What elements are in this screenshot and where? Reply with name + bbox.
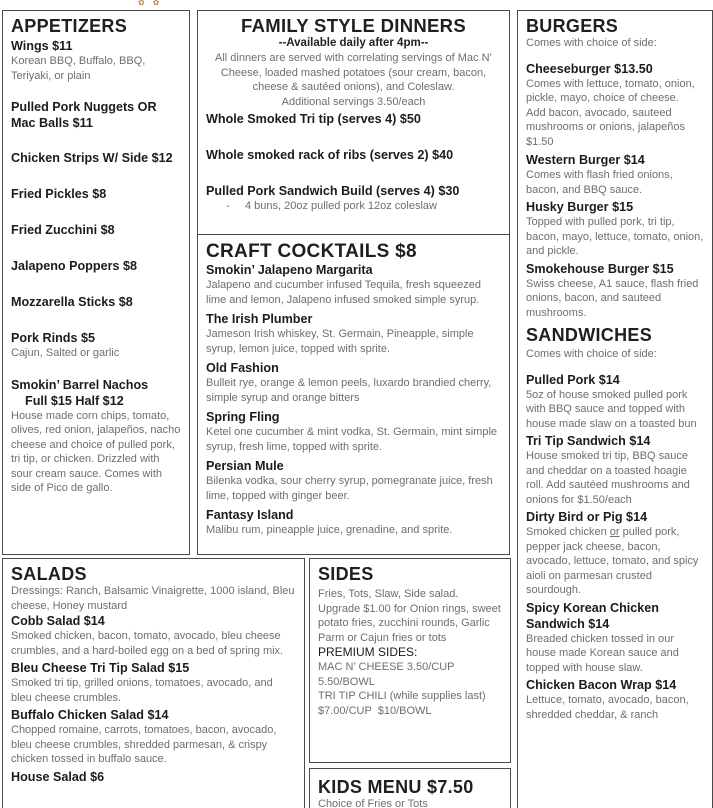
family-additional: Additional servings 3.50/each [281,95,426,108]
kids-menu-section [309,768,511,808]
menu-item-name: Tri Tip Sandwich $14 [526,434,651,448]
premium-side: 5.50/BOWL [318,675,375,688]
menu-item-desc: Bilenka vodka, sour cherry syrup, pomegranate juice, fresh lime, topped with ginger beer. [206,475,493,502]
salads-note: Dressings: Ranch, Balsamic Vinaigrette, 1000 island, Bleu cheese, Honey mustard [11,585,295,612]
premium-side: MAC N’ CHEESE 3.50/CUP [318,661,455,673]
menu-item-desc: Malibu rum, pineapple juice, grenadine, and sprite. [206,524,453,536]
menu-item-desc: Cajun, Salted or garlic [11,347,120,359]
menu-item-desc: Jameson Irish whiskey, St. Germain, Pineapple, simple syrup, lemon juice, topped with sprite. [206,328,474,355]
family-subtitle: --Available daily after 4pm-- [278,37,429,49]
menu-item-name: Bleu Cheese Tri Tip Salad $15 [11,661,190,675]
menu-item-desc: House smoked tri tip, BBQ sauce and cheddar on a toasted hoagie roll. Add sautéed mushrooms and onions for $1.50/each [526,450,690,506]
menu-item-desc: Jalapeno and cucumber infused Tequila, fresh squeezed lime and lemon, Jalapeno infused smoked simple syrup. [206,279,481,306]
menu-item-name: Whole smoked rack of ribs (serves 2) $40 [206,148,454,162]
menu-item-name: Pulled Pork Nuggets OR Mac Balls $11 [11,100,157,130]
menu-item-addons: Add bacon, avocado, sauteed mushrooms or onions, jalapeños $1.50 [526,106,685,148]
menu-item-desc: Comes with flash fried onions, bacon, and BBQ sauce. [526,169,673,196]
menu-item-name: Chicken Strips W/ Side $12 [11,151,173,165]
menu-item-desc: Bulleit rye, orange & lemon peels, luxardo brandied cherry, simple syrup and orange bitters [206,377,492,404]
family-bullet [206,199,501,214]
menu-item-name: Spicy Korean Chicken Sandwich $14 [526,600,659,631]
burgers-note: Comes with choice of side: [526,37,657,49]
sides-section [309,558,511,763]
menu-item-name: Old Fashion [206,361,279,375]
menu-item-name: Pulled Pork $14 [526,372,620,387]
family-dinners-section [197,10,510,235]
menu-item-desc: 5oz of house smoked pulled pork with BBQ sauce and topped with house made slaw on a toasted bun [526,388,697,430]
burgers-title: BURGERS [526,16,619,36]
menu-item-name: Fried Zucchini $8 [11,223,115,237]
premium-side: TRI TIP CHILI (while supplies last) [318,690,486,702]
sides-title: SIDES [318,564,374,584]
menu-item-desc: Smoked chicken, bacon, tomato, avocado, bleu cheese crumbles, and a hard-boiled egg on a bed of spring mix. [11,630,284,657]
appetizers-section [2,10,190,555]
menu-item-name: Smokin’ Jalapeno Margarita [206,263,373,277]
kids-note: Choice of Fries or Tots [318,798,428,808]
menu-item-desc: Ketel one cucumber & mint vodka, St. Germain, mint simple syrup, fresh lime, topped with sprite. [206,426,498,453]
burgers-sandwiches-section [517,10,713,808]
bullet-dash: - [226,200,245,212]
menu-item-desc [526,525,704,598]
desc-or-underlined: or [609,526,620,538]
family-note: All dinners are served with correlating servings of Mac N’ Cheese, loaded mashed potatoes (sour cream, bacon, cheese & sautéed onions), and Coleslaw. [215,52,492,93]
menu-item-desc: Breaded chicken tossed in our house made Korean sauce and topped with house slaw. [526,632,679,674]
menu-item-name: The Irish Plumber [206,312,313,326]
family-bullet-text: 4 buns, 20oz pulled pork 12oz coleslaw [244,200,437,212]
desc-part: pulled pork, pepper jack cheese, bacon, avocado, lettuce, tomato, and spicy aioli on parmesan crusted sourdough. [526,526,699,596]
premium-side: $7.00/CUP $10/BOWL [318,704,432,717]
menu-item-name: Western Burger $14 [526,153,645,167]
sandwiches-note: Comes with choice of side: [526,348,657,360]
cocktails-title: CRAFT COCKTAILS $8 [206,241,417,262]
menu-item-desc: Smoked tri tip, grilled onions, tomatoes, avocado, and bleu cheese crumbles. [11,677,273,704]
menu-item-desc: House made corn chips, tomato, olives, red onion, jalapeños, nacho cheese and choice of pulled pork, tri tip, or chicken. Drizzled with sour cream sauce. Comes with side of Pico de gallo. [11,409,181,494]
menu-item-name: Dirty Bird or Pig $14 [526,510,648,524]
menu-item-name: Wings $11 [11,39,73,53]
family-title: FAMILY STYLE DINNERS [241,15,466,36]
sides-desc: Fries, Tots, Slaw, Side salad. Upgrade $1.00 for Onion rings, sweet potato fries, zucchini rounds, Garlic Parm or Cajun fries or tots [318,588,501,644]
menu-item-desc: Lettuce, tomato, avocado, bacon, shredded cheddar, & ranch [526,694,689,721]
menu-item-desc: Topped with pulled pork, tri tip, bacon, mayo, lettuce, tomato, onion, and pickle. [526,216,704,257]
menu-item-name: Pulled Pork Sandwich Build (serves 4) $30 [206,184,460,198]
ornament-icon: ✿✿ [138,0,168,7]
menu-item-name: Cheeseburger $13.50 [526,61,653,76]
cocktails-section [197,235,510,555]
menu-item-name: Whole Smoked Tri tip (serves 4) $50 [206,112,421,126]
menu-item-name: Spring Fling [206,410,280,424]
kids-title: KIDS MENU $7.50 [318,777,474,797]
menu-item-name: Cobb Salad $14 [11,614,105,628]
desc-part: Smoked chicken [526,526,610,538]
menu-item-name: Fantasy Island [206,508,294,522]
menu-item-name: Smokin’ Barrel Nachos [11,377,149,392]
menu-item-name: Husky Burger $15 [526,200,634,214]
salads-title: SALADS [11,564,87,584]
menu-item-name: Buffalo Chicken Salad $14 [11,708,169,722]
menu-item-name: Smokehouse Burger $15 [526,261,674,276]
menu-item-price: Full $15 Half $12 [25,393,124,408]
premium-sides-title: PREMIUM SIDES: [318,645,418,659]
menu-item-name: Persian Mule [206,459,284,473]
menu-item-desc: Korean BBQ, Buffalo, BBQ, Teriyaki, or plain [11,55,146,82]
menu-item-desc: Chopped romaine, carrots, tomatoes, bacon, avocado, bleu cheese crumbles, shredded parmesan, & crispy chicken tossed in buffalo sauce. [11,724,277,765]
menu-item-name: Pork Rinds $5 [11,331,95,345]
menu-item-name: Mozzarella Sticks $8 [11,295,133,309]
menu-item-name: Fried Pickles $8 [11,187,107,201]
salads-section [2,558,305,808]
menu-item-name: House Salad $6 [11,769,105,784]
menu-item-name: Jalapeno Poppers $8 [11,259,137,273]
menu-item-name: Chicken Bacon Wrap $14 [526,678,677,692]
appetizers-title: APPETIZERS [11,16,128,36]
sandwiches-title: SANDWICHES [526,325,653,345]
menu-item-desc: Swiss cheese, A1 sauce, flash fried onions, bacon, and sauteed mushrooms. [526,277,699,319]
menu-item-desc: Comes with lettuce, tomato, onion, pickle, mayo, choice of cheese. [526,77,695,104]
